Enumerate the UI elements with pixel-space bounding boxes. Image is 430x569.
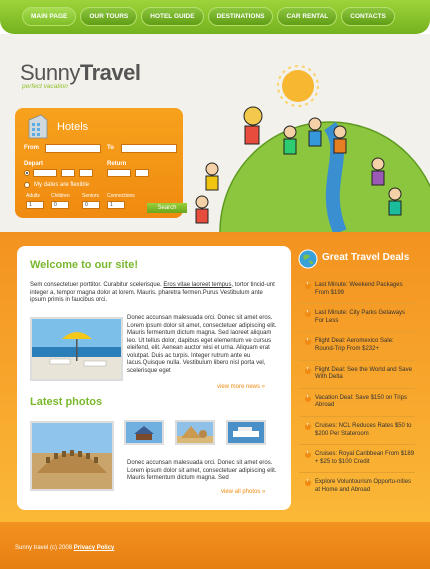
main-nav bbox=[22, 7, 395, 26]
site-tagline: perfect vacation bbox=[22, 83, 68, 90]
privacy-policy-link[interactable]: Privacy Policy bbox=[73, 545, 115, 551]
deal-item[interactable] bbox=[305, 367, 415, 382]
arrow-bullet-icon bbox=[305, 480, 311, 486]
content-panel bbox=[17, 246, 291, 510]
deals-list bbox=[305, 282, 415, 495]
deal-item[interactable] bbox=[305, 395, 415, 410]
deal-item[interactable] bbox=[305, 423, 415, 438]
dates-flexible-radio[interactable] bbox=[24, 182, 30, 188]
depart-month-select[interactable] bbox=[33, 169, 57, 177]
colosseum-image bbox=[32, 423, 112, 489]
photos-text: Donec accunsan malesuada orci. Donec sit amet eros. Lorem ipsum dolor sit amet, consectetuer adipiscing elit. Mauris fermentum dictum magna. Sed bbox=[127, 460, 277, 481]
pyramid-thumbnail[interactable] bbox=[175, 420, 215, 445]
divider bbox=[299, 416, 415, 417]
colosseum-photo[interactable] bbox=[30, 421, 114, 491]
deal-item[interactable] bbox=[305, 310, 415, 325]
from-input[interactable] bbox=[45, 144, 101, 153]
divider bbox=[299, 303, 415, 304]
sun-icon bbox=[278, 66, 318, 106]
latest-photos-title: Latest photos bbox=[30, 396, 103, 408]
intro-text-a: Sem consectetuer porttitor. Curabitur scelerisque. bbox=[30, 282, 164, 288]
nav-our-tours[interactable]: OUR TOURS bbox=[80, 7, 137, 26]
deals-title: Great Travel Deals bbox=[322, 252, 410, 263]
return-day-select[interactable] bbox=[135, 169, 149, 177]
arrow-bullet-icon bbox=[305, 283, 311, 289]
from-label: From bbox=[24, 145, 39, 151]
hotels-search-panel bbox=[15, 108, 183, 218]
to-label: To bbox=[107, 145, 114, 151]
globe-travelers-illustration bbox=[180, 34, 430, 232]
arrow-bullet-icon bbox=[305, 452, 311, 458]
welcome-title: Welcome to our site! bbox=[30, 259, 138, 271]
arrow-bullet-icon bbox=[305, 368, 311, 374]
depart-year-select[interactable] bbox=[79, 169, 93, 177]
view-all-photos-link[interactable]: view all photos » bbox=[221, 489, 266, 495]
divider bbox=[299, 388, 415, 389]
deal-text: Cruises: Royal Caribbean From $189 + $25 to $100 Credit bbox=[315, 451, 415, 465]
welcome-intro bbox=[30, 282, 278, 305]
view-more-news-link[interactable]: view more news » bbox=[217, 384, 266, 390]
globe-icon bbox=[298, 249, 318, 269]
to-input[interactable] bbox=[121, 144, 177, 153]
arrow-bullet-icon bbox=[305, 311, 311, 317]
depart-label: Depart bbox=[24, 161, 44, 167]
copyright-text: Sunny travel (c) 2008 bbox=[15, 545, 74, 551]
divider bbox=[299, 444, 415, 445]
divider bbox=[299, 331, 415, 332]
return-label: Return bbox=[107, 161, 127, 167]
deal-text: Cruises: NCL Reduces Rates $50 to $200 Per Stateroom bbox=[315, 422, 412, 437]
children-label: Children bbox=[51, 193, 70, 199]
ship-image bbox=[228, 422, 264, 443]
divider bbox=[299, 360, 415, 361]
adults-select[interactable]: 1 bbox=[26, 201, 44, 209]
arrow-bullet-icon bbox=[305, 396, 311, 402]
deal-item[interactable] bbox=[305, 338, 415, 353]
pyramid-image bbox=[177, 422, 213, 443]
logo-word-travel: Travel bbox=[79, 60, 141, 85]
news-text: Donec accunsan malesuada orci. Donec sit amet eros. Lorem ipsum dolor sit amet, consectetuer adipiscing elit. Mauris fermentum dictum magna. Sed laoreet aliquam leo. Ut tellus dolor, dapibus eget elementum ve cursus eleifend, elit. Aenean auctor wisi et urna. Aliquam erat volutpat. Duis ac turpis. Integer rutrum ante eu lacus.Quisque nulla. Vestibulum libero nisl porta vel, scelerisque eget bbox=[127, 315, 277, 374]
intro-link[interactable]: Eros vitae laoreet tempus bbox=[163, 282, 232, 288]
temple-image bbox=[126, 422, 162, 443]
nav-contacts[interactable]: CONTACTS bbox=[341, 7, 395, 26]
return-month-select[interactable] bbox=[107, 169, 131, 177]
arrow-bullet-icon bbox=[305, 424, 311, 430]
header bbox=[0, 34, 430, 232]
deal-text: Vacation Deal: Save $150 on Trips Abroad bbox=[315, 394, 407, 409]
connections-select[interactable]: 1 bbox=[107, 201, 125, 209]
depart-day-select[interactable] bbox=[61, 169, 75, 177]
deal-item[interactable] bbox=[305, 282, 415, 297]
adults-label: Adults bbox=[26, 193, 40, 199]
connections-label: Connections bbox=[107, 193, 135, 199]
nav-destinations[interactable]: DESTINATIONS bbox=[208, 7, 274, 26]
deal-item[interactable] bbox=[305, 451, 415, 466]
nav-car-rental[interactable]: CAR RENTAL bbox=[277, 7, 337, 26]
deal-text: Flight Deal: See the World and Save With Delta bbox=[315, 366, 412, 381]
seniors-label: Seniors bbox=[82, 193, 99, 199]
dates-fixed-radio[interactable] bbox=[24, 170, 30, 176]
hotels-title: Hotels bbox=[57, 121, 89, 133]
arrow-bullet-icon bbox=[305, 339, 311, 345]
beach-photo[interactable] bbox=[30, 317, 123, 381]
divider bbox=[299, 472, 415, 473]
hotel-building-icon bbox=[25, 112, 51, 140]
beach-image bbox=[32, 319, 121, 379]
flexible-label: My dates are flexible bbox=[34, 182, 90, 188]
intro-text-b: , tortor tincid-unt integer a, tempor magna dolor at lorem. Mauris. pharetra fermen.Purus Vestibulum ante ipsum primis in faucibus orci. bbox=[30, 282, 275, 304]
deal-text: Last Minute: City Parks Getaways For Less bbox=[315, 310, 406, 324]
footer-text bbox=[15, 545, 114, 551]
deal-item[interactable] bbox=[305, 479, 415, 494]
top-navigation-bar bbox=[0, 0, 430, 34]
search-button[interactable]: Search bbox=[147, 203, 187, 213]
temple-thumbnail[interactable] bbox=[124, 420, 164, 445]
seniors-select[interactable]: 0 bbox=[82, 201, 100, 209]
nav-hotel-guide[interactable]: HOTEL GUIDE bbox=[141, 7, 203, 26]
deal-text: Explore Voluntourism Opportu-nities at Home and Abroad bbox=[315, 479, 412, 493]
deal-text: Last Minute: Weekend Packages From $199 bbox=[315, 282, 403, 296]
children-select[interactable]: 0 bbox=[51, 201, 69, 209]
nav-main-page[interactable]: MAIN PAGE bbox=[22, 7, 76, 26]
ship-thumbnail[interactable] bbox=[226, 420, 266, 445]
deal-text: Flight Deal: Aeromexico Sale: Round-Trip From $232+ bbox=[315, 338, 394, 352]
logo-word-sunny: Sunny bbox=[20, 60, 80, 85]
